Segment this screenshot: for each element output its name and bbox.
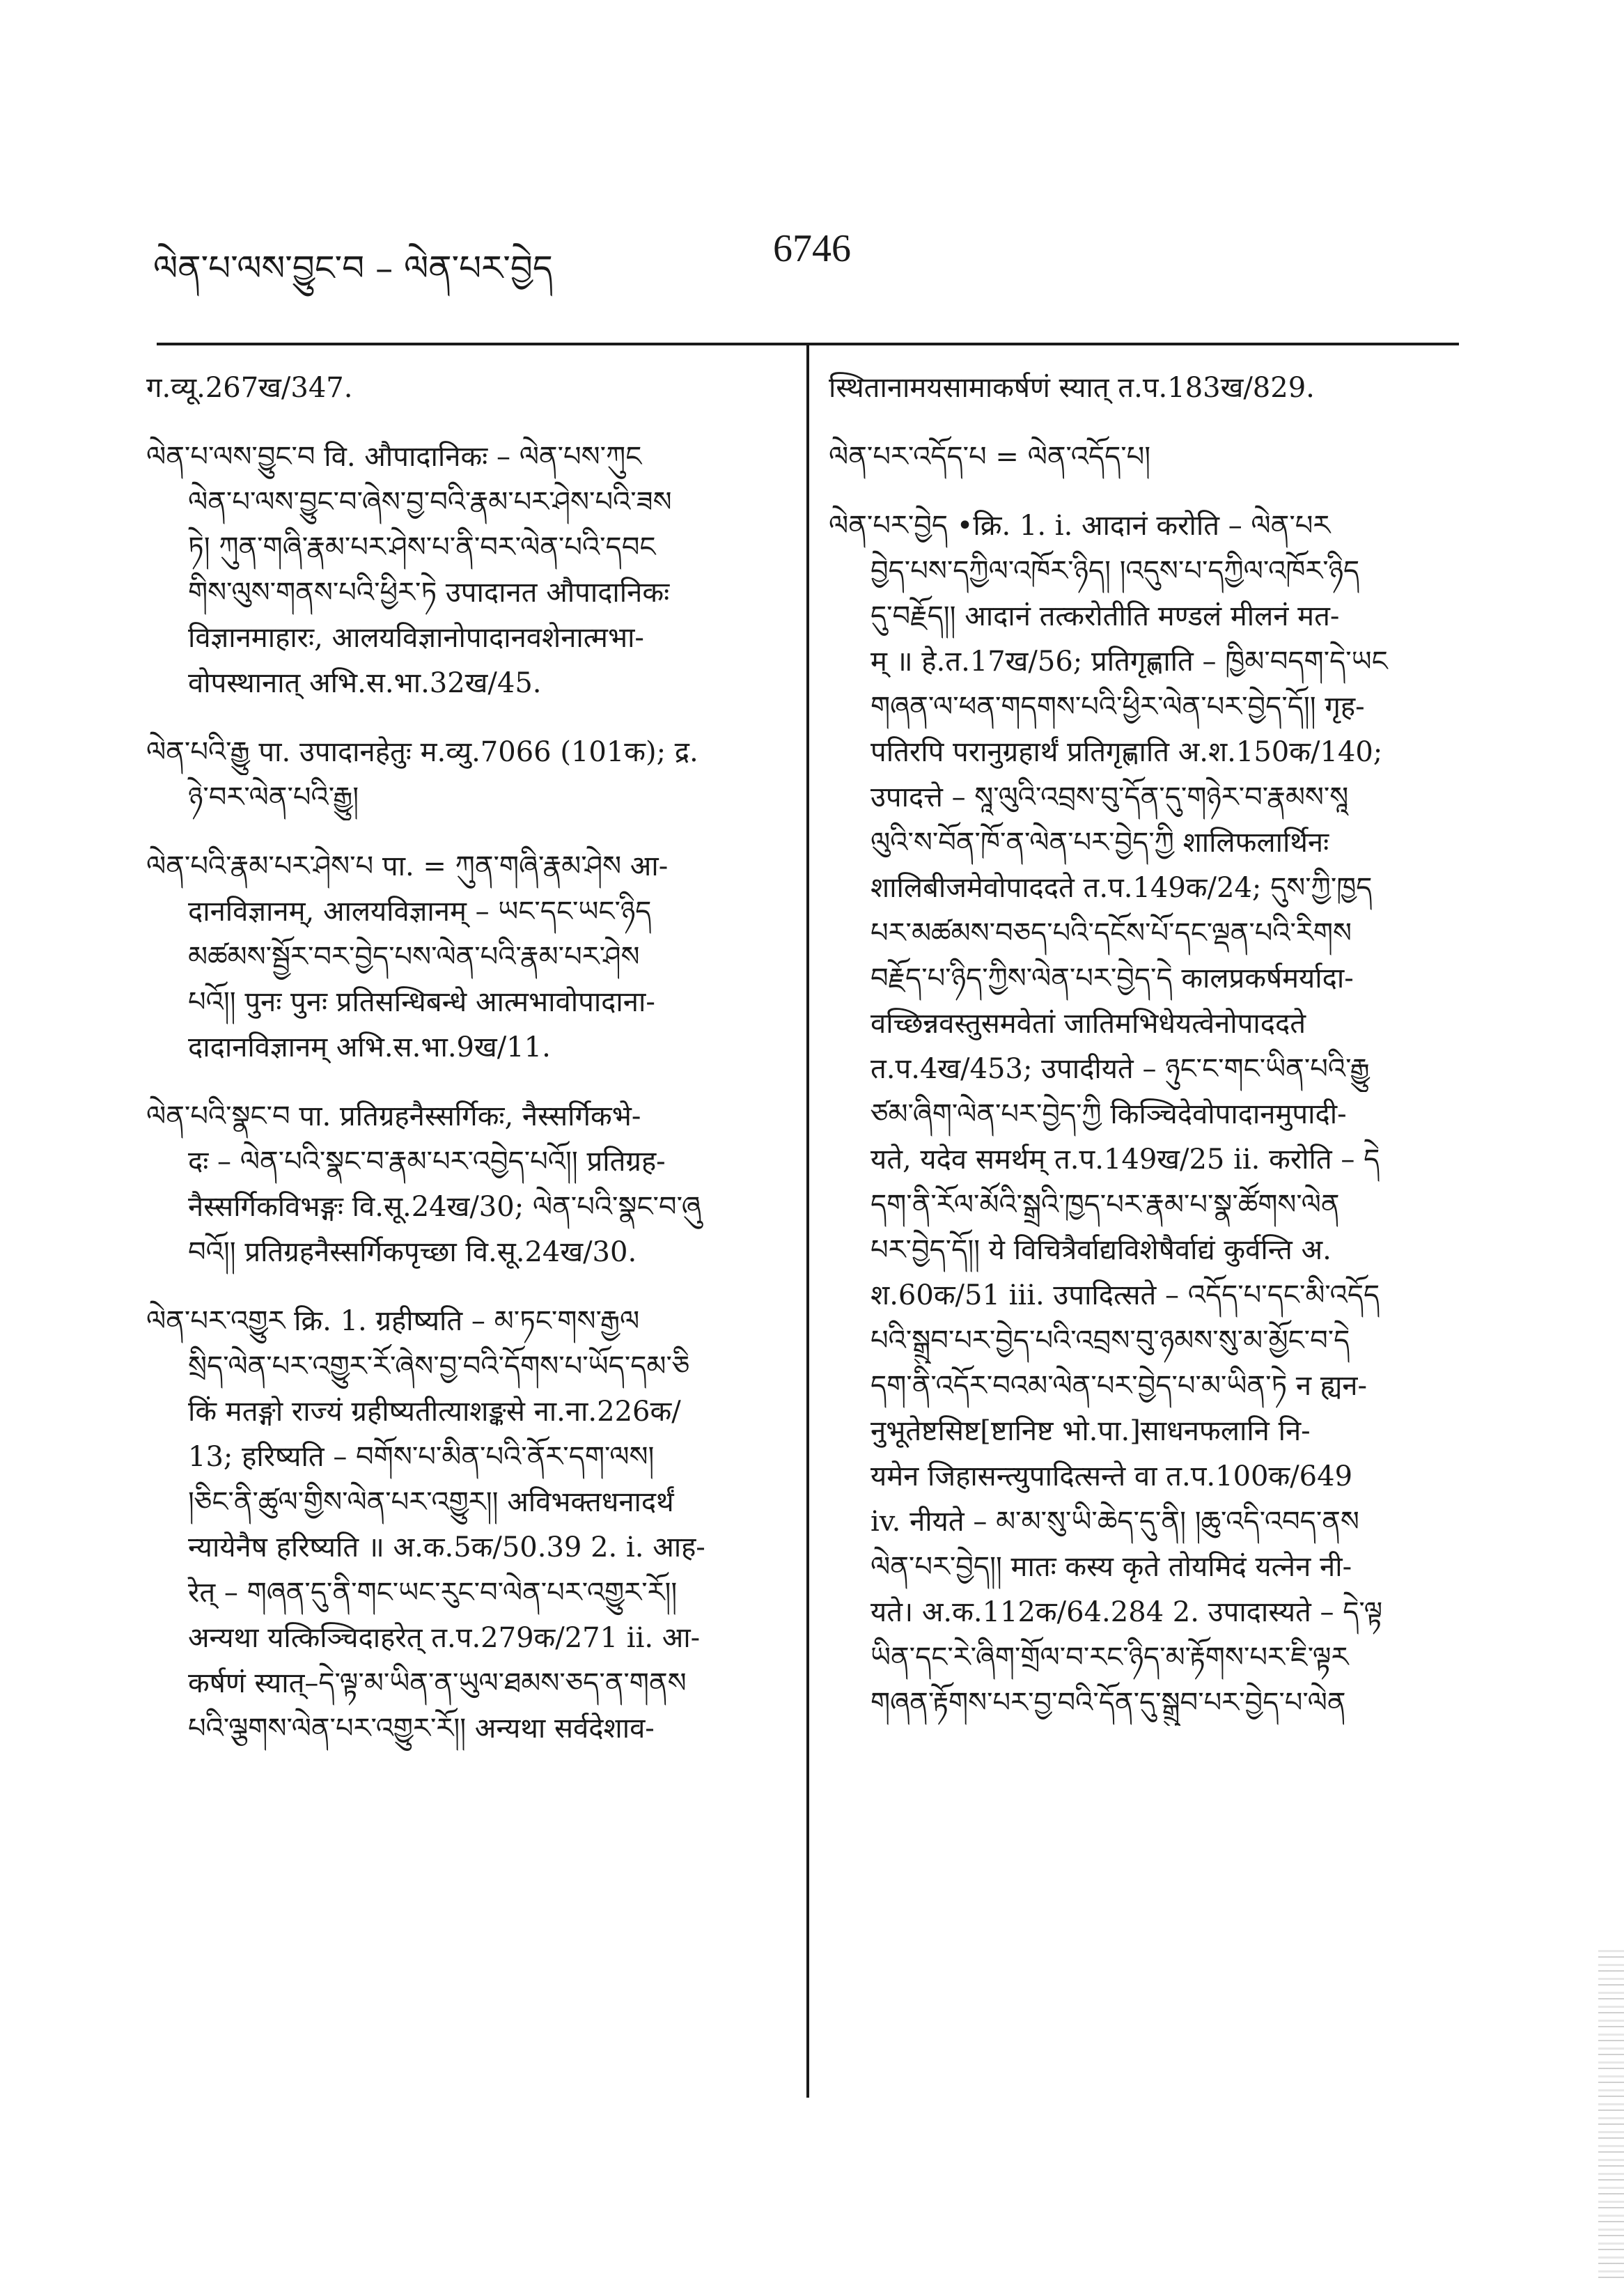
entry-line: यते, यदेव समर्थम् त.प.149ख/25 ii. करोति – དེ (870, 1144, 1380, 1176)
entry-line: བྱེད་པས་དཀྱིལ་འཁོར་ཉིད། །འདུས་པ་དཀྱིལ་འཁོར་ཉིད (870, 555, 1360, 587)
entry-headline: स्थितानामयसामाकर्षणं स्यात् त.प.183ख/829. (829, 372, 1315, 404)
dictionary-entry (146, 435, 787, 706)
scan-edge-noise (1598, 1950, 1624, 2284)
entry-line: रेत् – གཞན་དུ་ནི་གང་ཡང་རུང་བ་ལེན་པར་འགྱུར་རོ།། (188, 1577, 678, 1609)
entry-line: iv. नीयते – མ་མ་སུ་ཡི་ཆེད་དུ་ནི། །ཆུ་འདི་འབད་ནས (870, 1506, 1359, 1538)
entry-line: नैस्सर्गिकविभङ्गः वि.सू.24ख/30; ལེན་པའི་སྣང་བ་ཞུ (188, 1191, 701, 1223)
entry-line: वच्छिन्नवस्तुसमवेतां जातिमभिधेयत्वेनोपाददते (870, 1008, 1306, 1040)
entry-line: वोपस्थानात् अभि.स.भा.32ख/45. (188, 667, 542, 699)
dictionary-entry (829, 504, 1449, 1726)
entry-line: शालिबीजमेवोपाददते त.प.149क/24; དུས་ཀྱི་ཁྱད (870, 872, 1373, 904)
dictionary-entry (146, 730, 787, 820)
right-column (829, 366, 1449, 1749)
entry-line: བརྗོད་པ་ཉིད་ཀྱིས་ལེན་པར་བྱེད་དེ कालप्रकर्षमर्यादा- (870, 962, 1354, 995)
entry-line: བའོ།། प्रतिग्रहनैस्सर्गिकपृच्छा वि.सू.24ख/30. (188, 1236, 637, 1268)
entry-line: གིས་ལུས་གནས་པའི་ཕྱིར་ཏེ उपादानत औपादानिकः (188, 577, 670, 609)
entry-line: दः – ལེན་པའི་སྣང་བ་རྣམ་པར་འབྱེད་པའོ།། प्रतिग्रह- (188, 1146, 666, 1178)
entry-line: पतिरपि परानुग्रहार्थं प्रतिगृह्णाति अ.श.150क/140; (870, 736, 1383, 768)
dictionary-entry (829, 435, 1449, 480)
entry-line: ཉེ་བར་ལེན་པའི་རྒྱུ། (188, 781, 359, 813)
dictionary-entry (829, 366, 1449, 411)
entry-line: པའི་སྒྲུབ་པར་བྱེད་པའི་འབྲས་བུ་ཉམས་སུ་མ་མྱོང་བ་དེ (870, 1325, 1350, 1357)
entry-line: 13; हरिष्यति – བགོས་པ་མིན་པའི་ནོར་དག་ལས། (188, 1441, 655, 1473)
entry-headline: ལེན་པའི་སྣང་བ पा. प्रतिग्रहनैस्सर्गिकः, नैस्सर्गिकभे- (146, 1100, 641, 1132)
page-number: 6746 (773, 227, 851, 270)
entry-line: ལེན་པར་བྱེད།། मातः कस्य कृते तोयमिदं यत्नेन नी- (870, 1551, 1352, 1583)
entry-headline: ལེན་པའི་རྣམ་པར་ཤེས་པ पा. = ཀུན་གཞི་རྣམ་ཤེས आ- (146, 850, 669, 882)
entry-line: དག་ནི་འདོར་བའམ་ལེན་པར་བྱེད་པ་མ་ཡིན་ཏེ न ह्यन- (870, 1370, 1368, 1402)
entry-headline: ལེན་པའི་རྒྱུ पा. उपादानहेतुः म.व्यु.7066 (101क); द्र. (146, 736, 698, 768)
column-divider (806, 343, 809, 2098)
entry-headline: ग.व्यू.267ख/347. (146, 372, 353, 404)
entry-line: दानविज्ञानम्, आलयविज्ञानम् – ཡང་དང་ཡང་ཉིད (188, 896, 652, 928)
entry-line: ཡིན་དང་རེ་ཞིག་གྲོལ་བ་རང་ཉིད་མ་རྟོགས་པར་ཇི་ལྟར (870, 1641, 1349, 1674)
entry-line: त.प.4ख/453; उपादीयते – ཉུང་ང་གང་ཡིན་པའི་རྒྱུ (870, 1053, 1370, 1085)
entry-line: གཞན་ལ་ཕན་གདགས་པའི་ཕྱིར་ལེན་པར་བྱེད་དོ།། गृह- (870, 691, 1365, 723)
dictionary-entry (146, 1299, 787, 1752)
entry-headline: ལེན་པར་འགྱུར क्रि. 1. ग्रहीष्यति – མ་ཏང་གས་རྒྱལ (146, 1305, 640, 1337)
entry-line: པའི་ལྕགས་ལེན་པར་འགྱུར་རོ།། अन्यथा सर्वदेशाव- (188, 1713, 655, 1745)
entry-line: ཏེ། ཀུན་གཞི་རྣམ་པར་ཤེས་པ་ནི་བར་ལེན་པའི་དབང (188, 531, 656, 563)
entry-line: དུ་བརྗོད།། आदानं तत्करोतीति मण्डलं मीलनं मत- (870, 600, 1340, 632)
entry-headline: ལེན་པར་འདོད་པ = ལེན་འདོད་པ། (829, 441, 1151, 473)
entry-line: दादानविज्ञानम् अभि.स.भा.9ख/11. (188, 1031, 551, 1063)
entry-line: कर्षणं स्यात्–དེ་ལྟ་མ་ཡིན་ན་ཡུལ་ཐམས་ཅད་ན་གནས (188, 1667, 687, 1699)
entry-line: विज्ञानमाहारः, आलयविज्ञानोपादानवशेनात्मभा- (188, 622, 644, 654)
entry-line: श.60क/51 iii. उपादित्सते – འདོད་པ་དང་མི་འདོད (870, 1279, 1380, 1311)
running-head: ལེན་པ་ལས་བྱུང་བ – ལེན་པར་བྱེད (153, 248, 553, 288)
entry-line: །ཅིང་ནི་ཚུལ་གྱིས་ལེན་པར་འགྱུར།། अविभक्तधनादर्थं (188, 1486, 674, 1518)
entry-line: नुभूतेष्टसिष्ट[ष्टानिष्ट भो.पा.]साधनफलानि नि- (870, 1415, 1311, 1447)
entry-line: यमेन जिहासन्त्युपादित्सन्ते वा त.प.100क/649 (870, 1460, 1353, 1492)
entry-headline: ལེན་པར་བྱེད •क्रि. 1. i. आदानं करोति – ལེན་པར (829, 510, 1331, 542)
entry-line: པའོ།། पुनः पुनः प्रतिसन्धिबन्धे आत्मभावोपादाना- (188, 986, 655, 1018)
entry-headline: ལེན་པ་ལས་བྱུང་བ वि. औपादानिकः – ལེན་པས་ཀུང (146, 441, 642, 473)
entry-line: ལུའི་ས་བོན་ཁོ་ན་ལེན་པར་བྱེད་ཀྱི शालिफलार्थिनः (870, 827, 1329, 859)
entry-line: པར་མཚམས་བཅད་པའི་དངོས་པོ་དང་ལྡན་པའི་རིགས (870, 917, 1352, 949)
entry-line: སྲིད་ལེན་པར་འགྱུར་རོ་ཞེས་བྱ་བའི་དོགས་པ་ཡོད་དམ་ཅི (188, 1350, 690, 1382)
entry-line: यते। अ.क.112क/64.284 2. उपादास्यते – དེ་ལྟ (870, 1596, 1383, 1628)
entry-line: अन्यथा यत्किञ्चिदाहरेत् त.प.279क/271 ii. आ- (188, 1622, 701, 1654)
entry-line: म् ॥ हे.त.17ख/56; प्रतिगृह्णाति – ཁྱིམ་བདག་དེ་ཡང (870, 646, 1388, 678)
dictionary-entry (146, 844, 787, 1070)
left-column (146, 366, 787, 1775)
entry-line: ཙམ་ཞིག་ལེན་པར་བྱེད་ཀྱི किञ्चिदेवोपादानमुपादी- (870, 1098, 1347, 1130)
entry-line: མཚམས་སྦྱོར་བར་བྱེད་པས་ལེན་པའི་རྣམ་པར་ཤེས (188, 941, 640, 973)
entry-line: न्यायेनैष हरिष्यति ॥ अ.क.5क/50.39 2. i. आह- (188, 1531, 705, 1563)
entry-line: ལེན་པ་ལས་བྱུང་བ་ཞེས་བྱ་བའི་རྣམ་པར་ཤེས་པའི་ཟས (188, 486, 672, 518)
dictionary-entry (146, 366, 787, 411)
entry-line: པར་བྱེད་དོ།། ये विचित्रैर्वाद्यविशेषैर्वाद्यं कुर्वन्ति अ. (870, 1234, 1332, 1266)
entry-line: གཞན་རྟོགས་པར་བྱ་བའི་དོན་དུ་སྒྲུབ་པར་བྱེད་པ་ལེན (870, 1687, 1346, 1719)
dictionary-entry (146, 1094, 787, 1275)
entry-line: उपादत्ते – སཱ་ལུའི་འབྲས་བུ་དོན་དུ་གཉེར་བ་རྣམས་སཱ (870, 781, 1349, 813)
entry-line: དག་ནི་རོལ་མོའི་སྒྲའི་ཁྱད་པར་རྣམ་པ་སྣ་ཚོགས་ལེན (870, 1189, 1340, 1221)
entry-line: किं मतङ्गो राज्यं ग्रहीष्यतीत्याशङ्कसे ना.ना.226क/ (188, 1396, 681, 1428)
